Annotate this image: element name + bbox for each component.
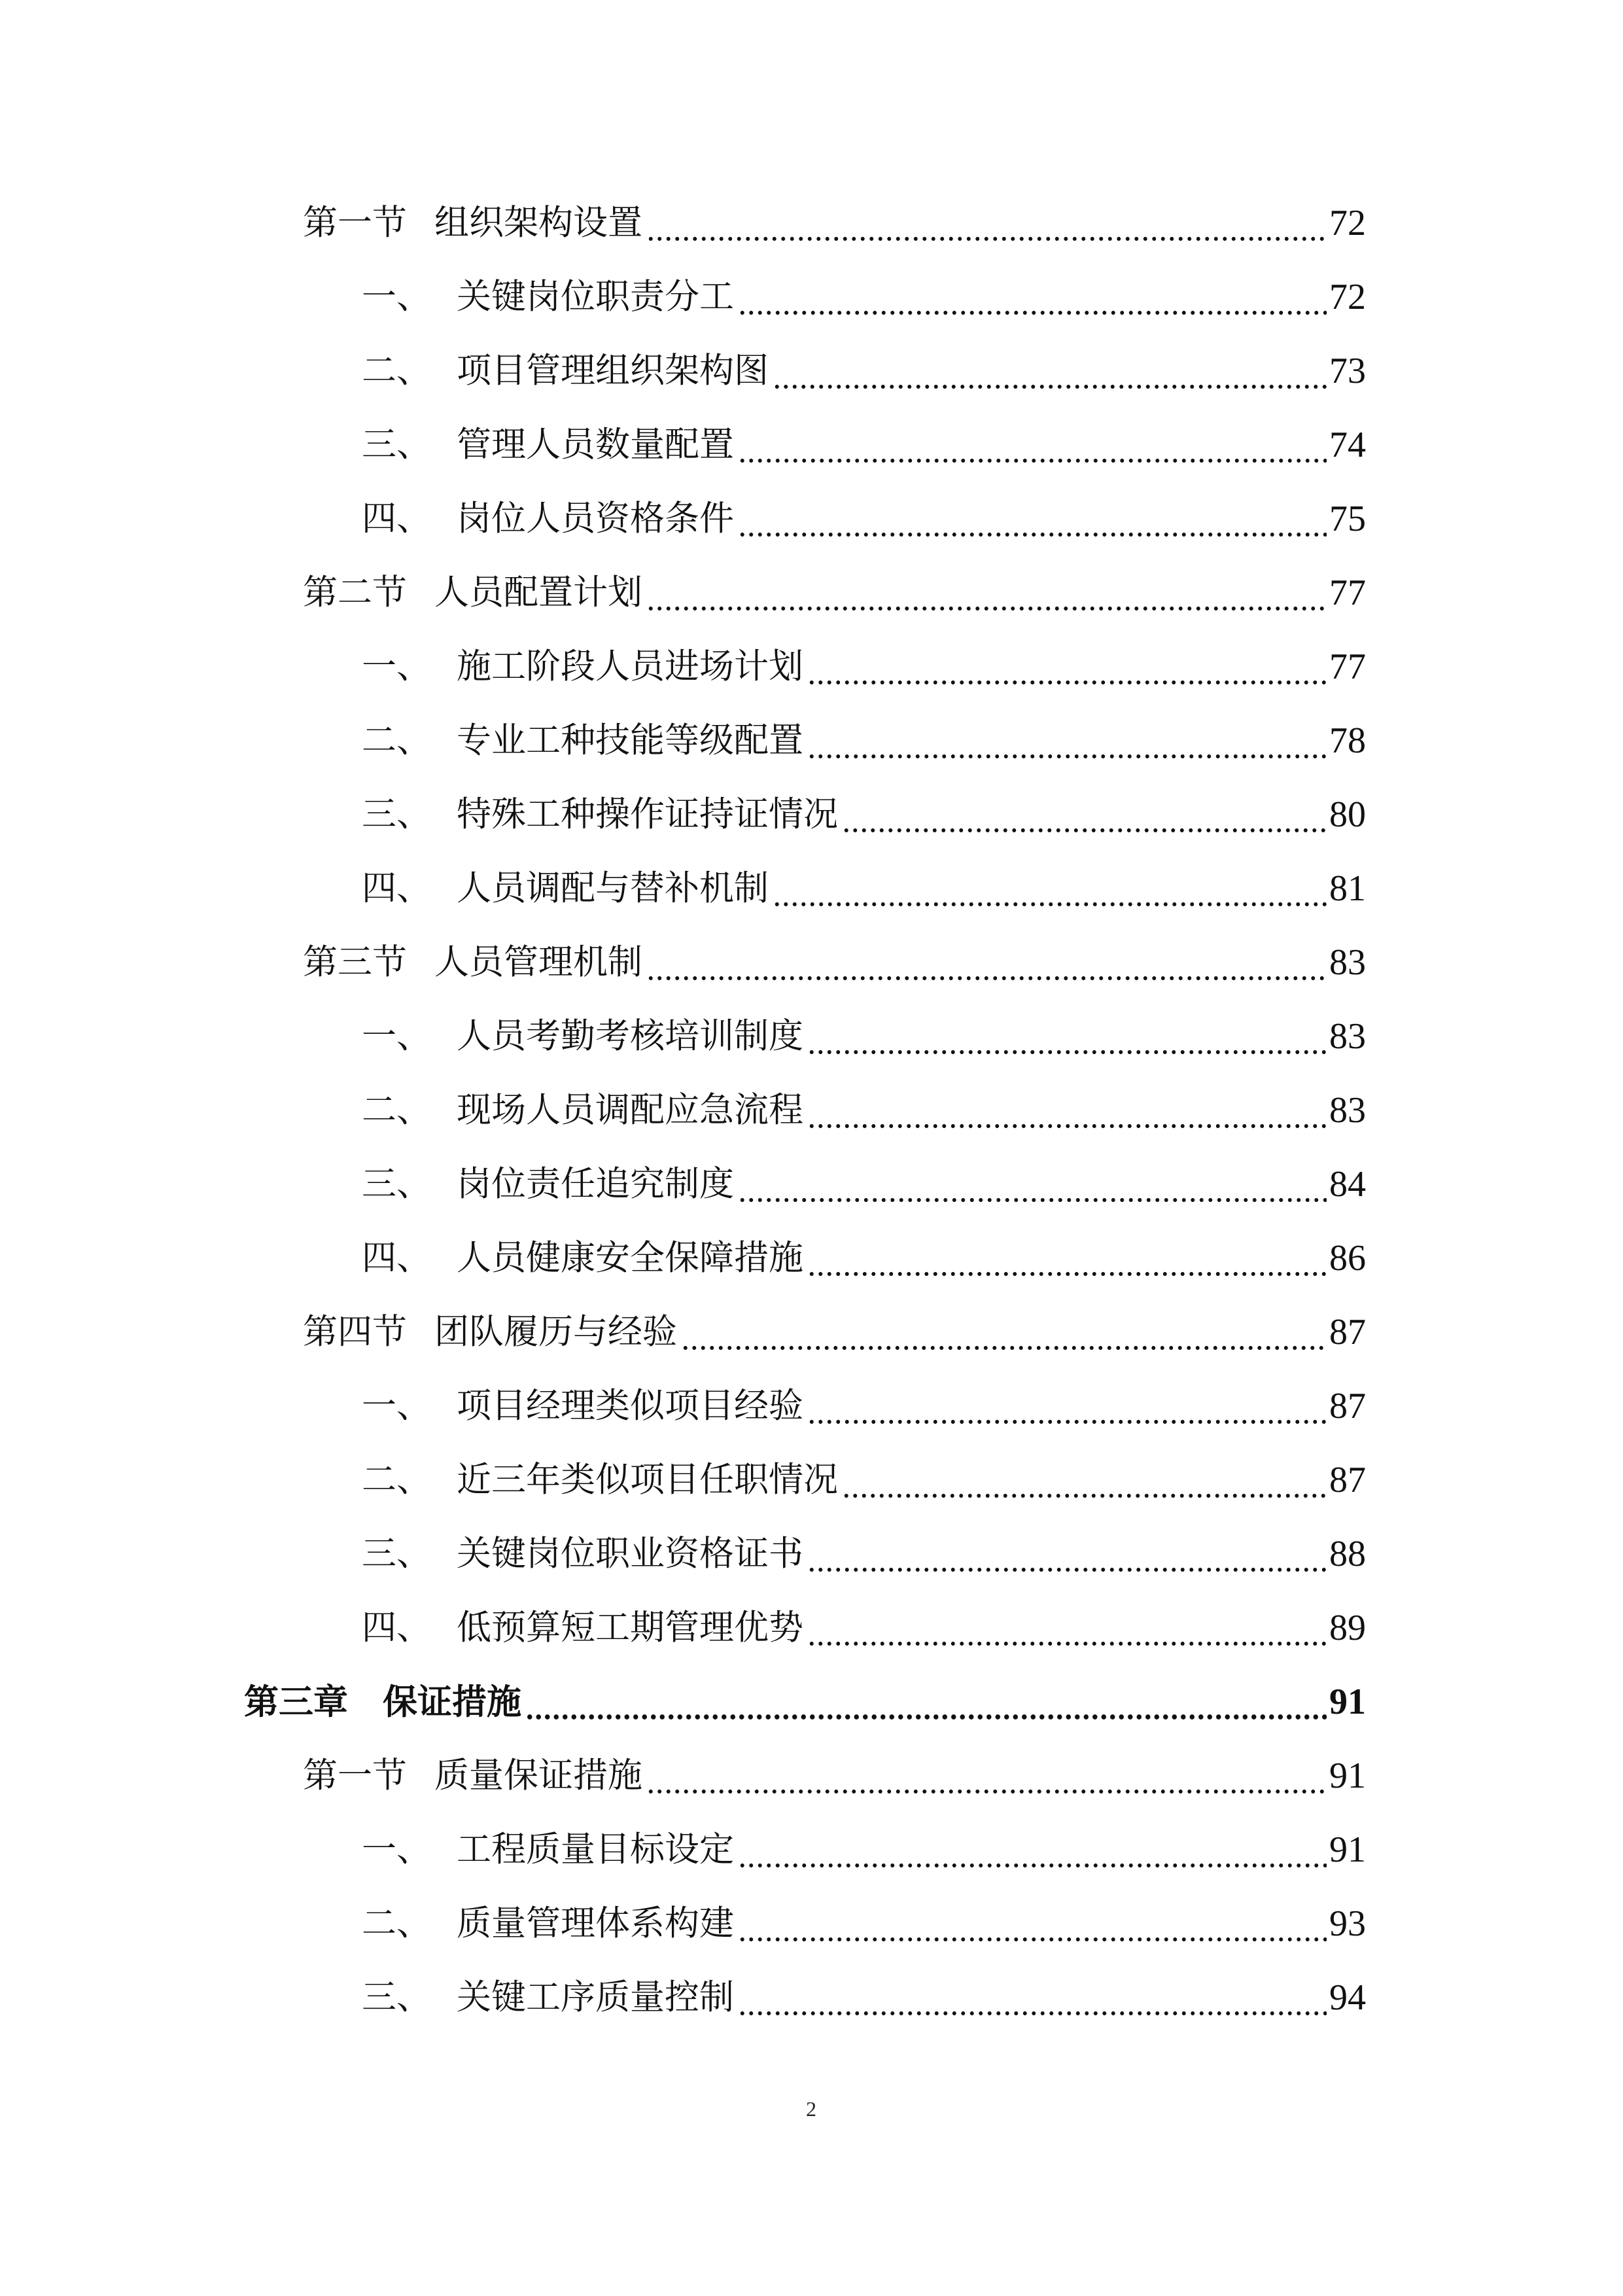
toc-entry-number: 第三节	[303, 942, 407, 982]
toc-dot-leader	[738, 1894, 1327, 1953]
toc-dot-leader	[738, 489, 1327, 548]
toc-entry-title: 专业工种技能等级配置	[457, 720, 803, 760]
toc-dot-leader	[807, 1598, 1327, 1657]
toc-entry-page: 91	[1329, 1682, 1366, 1722]
toc-entry-number: 第二节	[303, 573, 407, 612]
toc-dot-leader	[738, 268, 1327, 327]
toc-entry-item[interactable]	[362, 342, 1366, 400]
toc-entry-number: 二、	[362, 720, 431, 760]
toc-entry-number: 一、	[362, 1016, 431, 1056]
toc-entry-number: 四、	[362, 1238, 431, 1278]
toc-dot-leader	[807, 1377, 1327, 1436]
toc-entry-number: 第一节	[303, 1756, 407, 1795]
toc-entry-title: 人员考勤考核培训制度	[457, 1016, 803, 1056]
toc-entry-page: 72	[1329, 277, 1366, 317]
toc-entry-title: 关键岗位职业资格证书	[457, 1534, 803, 1574]
toc-entry-item[interactable]	[362, 859, 1366, 918]
toc-entry-title: 团队履历与经验	[434, 1312, 677, 1352]
toc-dot-leader	[525, 1672, 1327, 1731]
toc-entry-title: 工程质量目标设定	[457, 1829, 734, 1869]
toc-entry-item[interactable]	[362, 1377, 1366, 1436]
toc-entry-section[interactable]	[303, 1303, 1366, 1362]
toc-entry-number: 四、	[362, 499, 431, 539]
toc-entry-title: 低预算短工期管理优势	[457, 1608, 803, 1648]
toc-entry-item[interactable]	[362, 415, 1366, 474]
toc-entry-title: 质量管理体系构建	[457, 1903, 734, 1943]
toc-entry-title: 项目管理组织架构图	[457, 351, 769, 391]
toc-entry-number: 二、	[362, 1090, 431, 1130]
toc-entry-number: 一、	[362, 277, 431, 317]
toc-entry-item[interactable]	[362, 711, 1366, 770]
toc-entry-page: 74	[1329, 425, 1366, 465]
toc-entry-page: 87	[1329, 1460, 1366, 1500]
page-number: 2	[806, 2097, 816, 2121]
toc-entry-item[interactable]	[362, 1820, 1366, 1879]
toc-entry-page: 81	[1329, 868, 1366, 909]
toc-entry-item[interactable]	[362, 1007, 1366, 1066]
toc-entry-item[interactable]	[362, 785, 1366, 844]
toc-entry-page: 93	[1329, 1903, 1366, 1944]
toc-entry-page: 86	[1329, 1238, 1366, 1279]
toc-dot-leader	[842, 785, 1327, 844]
toc-entry-number: 一、	[362, 1386, 431, 1426]
toc-entry-page: 94	[1329, 1977, 1366, 2018]
toc-entry-page: 83	[1329, 1090, 1366, 1131]
toc-entry-section[interactable]	[303, 563, 1366, 622]
toc-entry-page: 80	[1329, 794, 1366, 835]
toc-entry-item[interactable]	[362, 1598, 1366, 1657]
toc-entry-page: 84	[1329, 1164, 1366, 1205]
toc-entry-page: 75	[1329, 499, 1366, 539]
toc-entry-title: 保证措施	[383, 1682, 521, 1722]
toc-dot-leader	[738, 1155, 1327, 1214]
toc-entry-item[interactable]	[362, 1229, 1366, 1288]
toc-dot-leader	[807, 1081, 1327, 1140]
toc-dot-leader	[646, 563, 1327, 622]
toc-dot-leader	[807, 1229, 1327, 1288]
toc-entry-title: 管理人员数量配置	[457, 425, 734, 465]
toc-entry-number: 二、	[362, 1460, 431, 1500]
toc-dot-leader	[646, 194, 1327, 253]
toc-entry-number: 四、	[362, 868, 431, 908]
toc-entry-page: 83	[1329, 1016, 1366, 1057]
toc-dot-leader	[842, 1451, 1327, 1510]
toc-entry-page: 83	[1329, 942, 1366, 983]
toc-dot-leader	[738, 415, 1327, 474]
toc-entry-item[interactable]	[362, 1451, 1366, 1510]
toc-entry-title: 特殊工种操作证持证情况	[457, 794, 838, 834]
toc-entry-number: 三、	[362, 1534, 431, 1574]
toc-entry-number: 三、	[362, 425, 431, 465]
toc-entry-number: 三、	[362, 1977, 431, 2017]
toc-entry-title: 近三年类似项目任职情况	[457, 1460, 838, 1500]
toc-entry-item[interactable]	[362, 637, 1366, 696]
toc-entry-title: 关键工序质量控制	[457, 1977, 734, 2017]
toc-entry-title: 质量保证措施	[434, 1756, 642, 1795]
toc-entry-item[interactable]	[362, 1081, 1366, 1140]
toc-entry-page: 91	[1329, 1829, 1366, 1870]
toc-entry-item[interactable]	[362, 1894, 1366, 1953]
toc-dot-leader	[773, 859, 1327, 918]
toc-entry-section[interactable]	[303, 1746, 1366, 1805]
toc-dot-leader	[807, 637, 1327, 696]
toc-entry-page: 88	[1329, 1534, 1366, 1574]
toc-entry-number: 一、	[362, 646, 431, 686]
toc-entry-number: 一、	[362, 1829, 431, 1869]
toc-entry-title: 人员调配与替补机制	[457, 868, 769, 908]
toc-entry-item[interactable]	[362, 1525, 1366, 1583]
toc-entry-number: 二、	[362, 351, 431, 391]
toc-entry-title: 人员健康安全保障措施	[457, 1238, 803, 1278]
toc-entry-item[interactable]	[362, 489, 1366, 548]
toc-entry-section[interactable]	[303, 194, 1366, 253]
toc-entry-page: 78	[1329, 720, 1366, 761]
toc-entry-number: 二、	[362, 1903, 431, 1943]
toc-entry-chapter[interactable]	[244, 1672, 1366, 1731]
toc-entry-number: 第一节	[303, 203, 407, 243]
toc-entry-page: 72	[1329, 203, 1366, 243]
toc-entry-number: 第三章	[244, 1682, 348, 1722]
toc-dot-leader	[646, 1746, 1327, 1805]
toc-dot-leader	[738, 1820, 1327, 1879]
toc-entry-item[interactable]	[362, 268, 1366, 327]
toc-entry-title: 人员管理机制	[434, 942, 642, 982]
toc-entry-item[interactable]	[362, 1155, 1366, 1214]
toc-entry-number: 第四节	[303, 1312, 407, 1352]
toc-entry-title: 岗位人员资格条件	[457, 499, 734, 539]
toc-dot-leader	[807, 1007, 1327, 1066]
toc-dot-leader	[807, 1525, 1327, 1583]
toc-entry-number: 三、	[362, 794, 431, 834]
toc-dot-leader	[807, 711, 1327, 770]
toc-entry-title: 岗位责任追究制度	[457, 1164, 734, 1204]
toc-entry-item[interactable]	[362, 1968, 1366, 2027]
toc-entry-page: 91	[1329, 1756, 1366, 1796]
toc-dot-leader	[773, 342, 1327, 400]
toc-entry-title: 现场人员调配应急流程	[457, 1090, 803, 1130]
toc-dot-leader	[681, 1303, 1327, 1362]
toc-dot-leader	[646, 933, 1327, 992]
toc-entry-page: 73	[1329, 351, 1366, 391]
toc-entry-page: 87	[1329, 1312, 1366, 1352]
toc-entry-title: 项目经理类似项目经验	[457, 1386, 803, 1426]
toc-entry-page: 89	[1329, 1608, 1366, 1648]
toc-entry-page: 77	[1329, 646, 1366, 687]
toc-entry-title: 组织架构设置	[434, 203, 642, 243]
toc-entry-number: 三、	[362, 1164, 431, 1204]
toc-entry-page: 87	[1329, 1386, 1366, 1426]
toc-entry-section[interactable]	[303, 933, 1366, 992]
toc-entry-title: 人员配置计划	[434, 573, 642, 612]
toc-entry-title: 施工阶段人员进场计划	[457, 646, 803, 686]
toc-entry-page: 77	[1329, 573, 1366, 613]
toc-entry-title: 关键岗位职责分工	[457, 277, 734, 317]
toc-dot-leader	[738, 1968, 1327, 2027]
toc-entry-number: 四、	[362, 1608, 431, 1648]
